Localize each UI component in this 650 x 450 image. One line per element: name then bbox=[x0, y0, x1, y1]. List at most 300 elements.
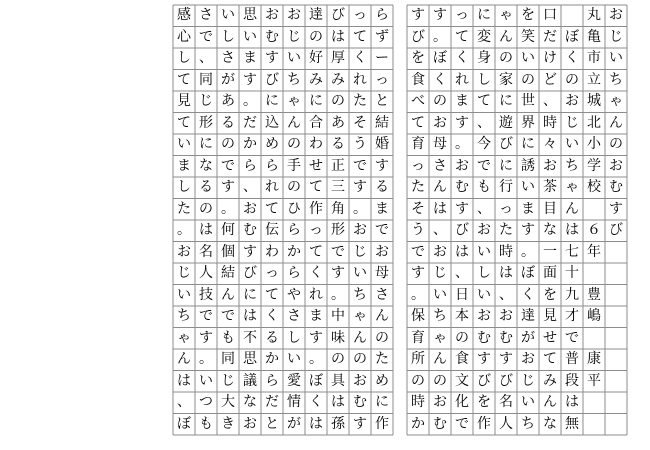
character-cell: い bbox=[521, 179, 535, 195]
character-cell: の bbox=[433, 372, 447, 389]
character-cell: 人 bbox=[499, 415, 513, 432]
character-cell: く bbox=[455, 50, 469, 66]
character-cell: び bbox=[331, 7, 345, 23]
character-cell: は bbox=[499, 265, 513, 281]
character-cell: ら bbox=[265, 157, 279, 174]
character-cell: 育 bbox=[411, 329, 425, 346]
character-cell: と bbox=[265, 415, 279, 432]
character-cell: 笑 bbox=[521, 28, 535, 45]
character-cell: い bbox=[287, 351, 301, 367]
character-cell: 一 bbox=[543, 243, 557, 260]
character-cell: 保 bbox=[411, 308, 425, 324]
character-cell: 三 bbox=[331, 179, 345, 195]
character-cell: で bbox=[455, 415, 469, 432]
character-cell: 時 bbox=[499, 243, 513, 260]
character-cell: 普 bbox=[565, 351, 579, 367]
character-cell: が bbox=[221, 71, 235, 88]
character-cell: 心 bbox=[177, 28, 191, 45]
character-cell: び bbox=[609, 222, 623, 238]
character-cell: て bbox=[177, 114, 191, 131]
character-cell: す bbox=[199, 329, 213, 346]
character-cell: 形 bbox=[199, 114, 213, 131]
character-cell: 茶 bbox=[543, 179, 557, 195]
character-cell: っ bbox=[353, 7, 367, 23]
character-cell: 段 bbox=[565, 372, 579, 389]
character-cell: び bbox=[477, 372, 491, 389]
manuscript-column bbox=[349, 5, 371, 435]
character-cell: で bbox=[221, 157, 235, 174]
character-cell: ぼ bbox=[177, 415, 191, 432]
character-cell: ん bbox=[287, 114, 301, 131]
character-cell: お bbox=[609, 157, 623, 174]
character-cell: ま bbox=[309, 308, 323, 324]
character-cell: す bbox=[521, 222, 535, 238]
character-cell: お bbox=[353, 222, 367, 238]
character-cell: い bbox=[177, 286, 191, 303]
character-cell: お bbox=[433, 243, 447, 260]
character-cell: お bbox=[353, 372, 367, 389]
character-cell: の bbox=[375, 329, 389, 346]
character-cell: を bbox=[411, 50, 425, 66]
character-cell: ち bbox=[177, 308, 191, 324]
character-cell: ず bbox=[375, 28, 389, 45]
character-cell: 丸 bbox=[587, 7, 601, 23]
character-cell: び bbox=[499, 136, 513, 152]
character-cell: い bbox=[433, 286, 447, 303]
character-cell: 、 bbox=[499, 286, 513, 303]
character-cell: 小 bbox=[587, 136, 601, 152]
manuscript-column bbox=[517, 5, 539, 435]
character-cell: る bbox=[375, 179, 389, 195]
character-cell: じ bbox=[221, 372, 235, 389]
character-cell: と bbox=[375, 93, 389, 109]
character-cell: は bbox=[199, 222, 213, 238]
character-cell: い bbox=[521, 394, 535, 410]
character-cell: は bbox=[565, 222, 579, 238]
character-cell: で bbox=[199, 308, 213, 324]
character-cell: の bbox=[309, 28, 323, 45]
character-cell: ち bbox=[287, 71, 301, 88]
character-cell: に bbox=[265, 93, 279, 109]
character-cell: す bbox=[309, 329, 323, 346]
character-cell: 名 bbox=[199, 243, 213, 260]
character-cell: か bbox=[265, 351, 279, 367]
character-cell: が bbox=[287, 415, 301, 432]
character-cell: て bbox=[477, 93, 491, 109]
character-cell: ん bbox=[565, 200, 579, 217]
character-cell: れ bbox=[309, 286, 323, 303]
character-cell: 作 bbox=[477, 415, 491, 432]
character-cell: ぼ bbox=[309, 372, 323, 389]
character-cell: ん bbox=[543, 394, 557, 410]
character-cell: す bbox=[375, 157, 389, 174]
character-cell: お bbox=[265, 7, 279, 23]
character-cell: だ bbox=[243, 114, 257, 131]
character-cell: 育 bbox=[411, 136, 425, 152]
character-cell: な bbox=[543, 222, 557, 238]
character-cell: っ bbox=[499, 200, 513, 217]
character-cell: は bbox=[243, 308, 257, 324]
character-cell: の bbox=[221, 136, 235, 152]
character-cell: や bbox=[287, 286, 301, 303]
character-cell: す bbox=[243, 243, 257, 260]
character-cell: い bbox=[521, 50, 535, 66]
character-cell: び bbox=[499, 372, 513, 389]
character-cell: 本 bbox=[455, 308, 469, 324]
manuscript-column bbox=[561, 5, 583, 435]
character-cell: で bbox=[353, 157, 367, 174]
character-cell: さ bbox=[433, 157, 447, 174]
character-cell: て bbox=[543, 351, 557, 367]
manuscript-column bbox=[429, 5, 451, 435]
character-cell: 作 bbox=[309, 200, 323, 217]
character-cell: ん bbox=[433, 179, 447, 195]
character-cell: も bbox=[199, 415, 213, 432]
character-cell: し bbox=[287, 329, 301, 346]
character-cell: せ bbox=[309, 157, 323, 174]
character-cell: い bbox=[221, 7, 235, 23]
character-cell: い bbox=[199, 372, 213, 389]
character-cell: 込 bbox=[265, 114, 279, 131]
character-cell: 好 bbox=[309, 50, 323, 66]
character-cell: て bbox=[455, 28, 469, 45]
character-cell: む bbox=[243, 222, 257, 238]
character-cell: お bbox=[477, 222, 491, 238]
character-cell: る bbox=[199, 179, 213, 195]
character-cell: 人 bbox=[199, 265, 213, 281]
character-cell: す bbox=[243, 71, 257, 88]
character-cell: 康 bbox=[587, 351, 601, 367]
character-cell: は bbox=[177, 372, 191, 389]
character-cell: さ bbox=[375, 286, 389, 303]
character-cell: そ bbox=[353, 114, 367, 131]
character-cell: 形 bbox=[331, 222, 345, 238]
character-cell: さ bbox=[221, 50, 235, 66]
character-cell: を bbox=[477, 394, 491, 410]
character-cell: ち bbox=[353, 286, 367, 303]
character-cell: 、 bbox=[199, 50, 213, 66]
character-cell: 面 bbox=[543, 265, 557, 281]
character-cell: く bbox=[265, 308, 279, 324]
character-cell: の bbox=[411, 372, 425, 389]
character-cell: る bbox=[221, 114, 235, 131]
character-cell: じ bbox=[565, 114, 579, 131]
character-cell: け bbox=[543, 50, 557, 66]
character-cell: 達 bbox=[309, 7, 323, 23]
character-cell: じ bbox=[177, 265, 191, 281]
character-cell: う bbox=[411, 222, 425, 238]
character-cell: ち bbox=[609, 71, 623, 88]
character-cell: 口 bbox=[543, 7, 557, 23]
character-cell: す bbox=[221, 179, 235, 195]
character-cell: 。 bbox=[331, 286, 345, 303]
character-cell: ゃ bbox=[433, 329, 447, 346]
character-cell: め bbox=[375, 372, 389, 389]
character-cell: か bbox=[411, 415, 425, 432]
character-cell: 母 bbox=[375, 265, 389, 281]
character-cell: を bbox=[543, 286, 557, 303]
character-cell: も bbox=[477, 179, 491, 195]
manuscript-column bbox=[239, 5, 261, 435]
character-cell: わ bbox=[309, 136, 323, 152]
character-cell: 見 bbox=[177, 93, 191, 109]
character-cell: に bbox=[199, 136, 213, 152]
character-cell: お bbox=[477, 308, 491, 324]
character-cell: だ bbox=[543, 28, 557, 45]
character-cell: 。 bbox=[243, 93, 257, 109]
character-cell: 厚 bbox=[331, 50, 345, 66]
character-cell: な bbox=[543, 415, 557, 432]
manuscript-column bbox=[473, 5, 495, 435]
character-cell: の bbox=[353, 351, 367, 367]
character-cell: ら bbox=[243, 157, 257, 174]
character-cell: む bbox=[477, 329, 491, 346]
character-cell: っ bbox=[411, 157, 425, 174]
character-cell: は bbox=[565, 394, 579, 410]
character-cell: む bbox=[499, 329, 513, 346]
character-cell: お bbox=[433, 394, 447, 410]
character-cell: さ bbox=[199, 7, 213, 23]
character-cell: に bbox=[243, 286, 257, 303]
character-cell: 豊 bbox=[587, 286, 601, 303]
character-cell: あ bbox=[221, 93, 235, 109]
character-cell: 作 bbox=[375, 415, 389, 432]
character-cell: で bbox=[221, 308, 235, 324]
character-cell: の bbox=[521, 71, 535, 88]
character-cell: た bbox=[499, 222, 513, 238]
character-cell: す bbox=[433, 7, 447, 23]
character-cell: 角 bbox=[331, 200, 345, 217]
character-cell: ん bbox=[499, 28, 513, 45]
character-cell: は bbox=[331, 28, 345, 45]
character-cell: き bbox=[221, 415, 235, 432]
character-cell: ま bbox=[177, 157, 191, 174]
character-cell: ん bbox=[433, 351, 447, 367]
manuscript-column bbox=[371, 5, 393, 435]
character-cell: つ bbox=[199, 394, 213, 410]
character-cell: ち bbox=[521, 415, 535, 432]
character-cell: 身 bbox=[477, 50, 491, 66]
character-cell: 、 bbox=[177, 394, 191, 410]
character-cell: 誘 bbox=[521, 157, 535, 174]
character-cell: じ bbox=[433, 265, 447, 281]
character-cell: び bbox=[243, 265, 257, 281]
character-cell: で bbox=[477, 157, 491, 174]
character-cell: し bbox=[477, 71, 491, 88]
character-cell: ぼ bbox=[433, 50, 447, 66]
character-cell: て bbox=[309, 179, 323, 195]
character-cell: 亀 bbox=[587, 28, 601, 45]
character-cell: わ bbox=[265, 243, 279, 260]
character-cell: 、 bbox=[455, 265, 469, 281]
character-cell: か bbox=[243, 136, 257, 152]
character-cell: く bbox=[565, 50, 579, 66]
character-cell: 結 bbox=[375, 114, 389, 131]
character-cell: む bbox=[353, 394, 367, 410]
character-cell: で bbox=[199, 28, 213, 45]
character-cell: で bbox=[565, 329, 579, 346]
character-cell: 立 bbox=[587, 71, 601, 88]
character-cell: ら bbox=[375, 7, 389, 23]
character-cell: 伝 bbox=[265, 222, 279, 238]
character-cell: た bbox=[375, 351, 389, 367]
character-cell: 愛 bbox=[287, 372, 301, 389]
character-cell: 所 bbox=[411, 351, 425, 367]
character-cell: な bbox=[243, 394, 257, 410]
character-cell: の bbox=[199, 200, 213, 217]
character-cell: た bbox=[353, 93, 367, 109]
manuscript-column bbox=[407, 5, 429, 435]
character-cell: ま bbox=[521, 200, 535, 217]
character-cell: く bbox=[353, 50, 367, 66]
character-cell: 変 bbox=[477, 28, 491, 45]
character-cell: 十 bbox=[565, 265, 579, 281]
manuscript-column bbox=[305, 5, 327, 435]
manuscript-column bbox=[195, 5, 217, 435]
character-cell: す bbox=[353, 179, 367, 195]
character-cell: れ bbox=[265, 179, 279, 195]
character-cell: ん bbox=[353, 329, 367, 346]
character-cell: 才 bbox=[565, 308, 579, 324]
character-cell: た bbox=[411, 179, 425, 195]
character-cell: 感 bbox=[177, 7, 191, 23]
character-cell: ６ bbox=[587, 222, 601, 238]
character-cell: 情 bbox=[287, 394, 301, 410]
character-cell: 見 bbox=[543, 308, 557, 324]
character-cell bbox=[583, 328, 605, 350]
character-cell: て bbox=[411, 114, 425, 131]
character-cell: っ bbox=[309, 222, 323, 238]
character-cell: 年 bbox=[587, 243, 601, 260]
character-cell: 北 bbox=[587, 114, 601, 131]
character-cell: て bbox=[309, 243, 323, 260]
character-cell: の bbox=[287, 136, 301, 152]
character-cell: す bbox=[477, 351, 491, 367]
character-cell: す bbox=[609, 200, 623, 217]
character-cell bbox=[561, 5, 583, 27]
character-cell: て bbox=[353, 28, 367, 45]
character-cell: ー bbox=[375, 50, 389, 66]
character-cell: 具 bbox=[331, 372, 345, 389]
character-cell: す bbox=[353, 415, 367, 432]
character-cell: に bbox=[499, 157, 513, 174]
character-cell: て bbox=[177, 71, 191, 88]
character-cell: 思 bbox=[243, 7, 257, 23]
character-cell: 。 bbox=[353, 200, 367, 217]
character-cell: 個 bbox=[221, 243, 235, 260]
character-cell: お bbox=[375, 243, 389, 260]
character-cell: 達 bbox=[521, 308, 535, 324]
character-cell: く bbox=[433, 71, 447, 88]
character-cell: 。 bbox=[177, 222, 191, 238]
character-cell: ぼ bbox=[565, 28, 579, 45]
character-cell: あ bbox=[331, 114, 345, 131]
character-cell: ち bbox=[565, 157, 579, 174]
character-cell: す bbox=[265, 50, 279, 66]
character-cell: ま bbox=[243, 50, 257, 66]
character-cell: 同 bbox=[221, 351, 235, 367]
character-cell: ま bbox=[455, 93, 469, 109]
character-cell: そ bbox=[411, 200, 425, 217]
character-cell: の bbox=[455, 329, 469, 346]
character-cell: お bbox=[499, 308, 513, 324]
character-cell: る bbox=[265, 329, 279, 346]
character-cell: 嶋 bbox=[587, 308, 601, 324]
character-cell: ち bbox=[433, 308, 447, 324]
character-cell: 食 bbox=[411, 71, 425, 88]
character-cell: お bbox=[521, 351, 535, 367]
character-cell: る bbox=[331, 136, 345, 152]
character-cell: お bbox=[543, 157, 557, 174]
character-cell: お bbox=[243, 415, 257, 432]
character-cell: す bbox=[499, 351, 513, 367]
character-cell: の bbox=[433, 93, 447, 109]
character-cell: 家 bbox=[499, 71, 513, 88]
character-cell: 。 bbox=[221, 200, 235, 217]
character-cell: は bbox=[309, 415, 323, 432]
character-cell bbox=[583, 263, 605, 285]
character-cell: 同 bbox=[199, 71, 213, 88]
character-cell: 大 bbox=[221, 394, 235, 410]
character-cell: お bbox=[455, 157, 469, 174]
character-cell: み bbox=[309, 71, 323, 88]
character-cell: っ bbox=[455, 7, 469, 23]
character-cell: く bbox=[309, 265, 323, 281]
character-cell: の bbox=[565, 71, 579, 88]
manuscript-column bbox=[217, 5, 239, 435]
character-cell: だ bbox=[265, 394, 279, 410]
character-cell: で bbox=[331, 243, 345, 260]
character-cell: し bbox=[477, 265, 491, 281]
character-cell: し bbox=[177, 50, 191, 66]
character-cell: み bbox=[331, 71, 345, 88]
character-cell: ん bbox=[609, 114, 623, 131]
character-cell: ん bbox=[177, 351, 191, 367]
character-cell: が bbox=[521, 329, 535, 346]
character-cell: お bbox=[609, 7, 623, 23]
character-cell: ど bbox=[543, 71, 557, 88]
manuscript-column bbox=[451, 5, 473, 435]
character-cell: じ bbox=[353, 243, 367, 260]
character-cell: ぼ bbox=[521, 265, 535, 281]
character-cell: く bbox=[309, 394, 323, 410]
character-cell: っ bbox=[265, 265, 279, 281]
character-cell: た bbox=[177, 200, 191, 217]
character-cell: は bbox=[433, 200, 447, 217]
character-cell: お bbox=[177, 243, 191, 260]
character-cell: 九 bbox=[565, 286, 579, 303]
character-cell: ゃ bbox=[609, 93, 623, 109]
character-cell: に bbox=[499, 93, 513, 109]
character-cell: じ bbox=[287, 28, 301, 45]
character-cell: 婚 bbox=[375, 136, 389, 152]
character-cell: 、 bbox=[543, 93, 557, 109]
character-cell: い bbox=[565, 136, 579, 152]
character-cell: 。 bbox=[433, 28, 447, 45]
character-cell: び bbox=[455, 222, 469, 238]
character-cell: 文 bbox=[455, 372, 469, 389]
character-cell: の bbox=[499, 50, 513, 66]
character-cell: お bbox=[565, 93, 579, 109]
manuscript-column bbox=[583, 5, 605, 392]
character-cell: は bbox=[331, 394, 345, 410]
manuscript-column bbox=[605, 5, 627, 242]
character-cell: 行 bbox=[499, 179, 513, 195]
character-cell: 校 bbox=[587, 179, 601, 195]
manuscript-column bbox=[539, 5, 561, 435]
character-cell: 孫 bbox=[331, 415, 345, 432]
character-cell: 議 bbox=[243, 372, 257, 389]
